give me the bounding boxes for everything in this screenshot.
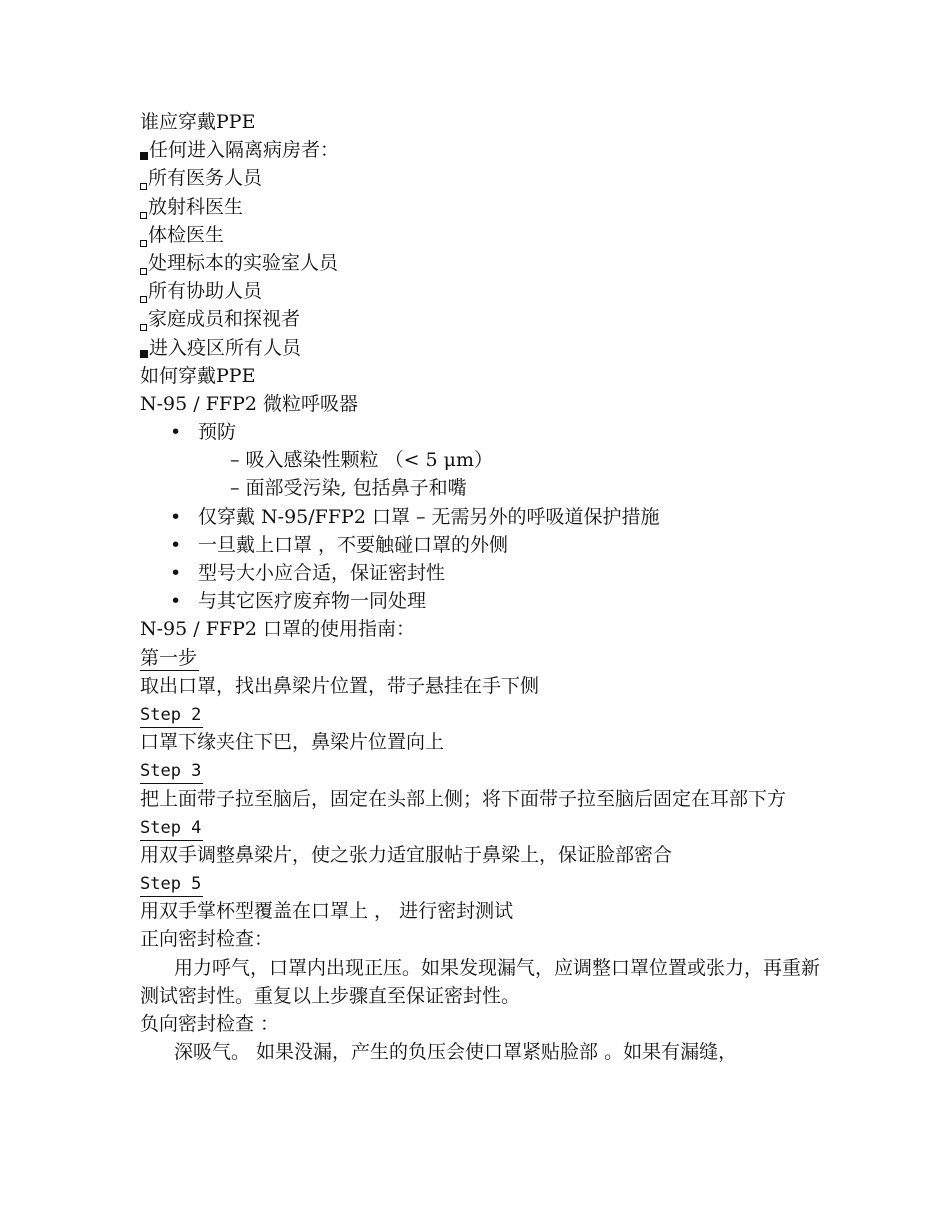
isolation-item — [140, 249, 820, 277]
isolation-header-row — [140, 136, 820, 164]
step-label: Step 3 — [140, 759, 203, 784]
step-text: 把上面带子拉至脑后，固定在头部上侧；将下面带子拉至脑后固定在耳部下方 — [140, 787, 787, 810]
who-title: 谁应穿戴PPE — [140, 111, 256, 133]
bullet-item — [140, 503, 820, 531]
step-text: 用双手掌杯型覆盖在口罩上 ， 进行密封测试 — [140, 900, 514, 923]
prevent-item: – 吸入感染性颗粒 （< 5 μm） — [230, 449, 494, 472]
isolation-item — [140, 221, 820, 249]
step-label-row — [140, 700, 820, 728]
prevent-row — [140, 418, 820, 446]
bullet-dot-icon: • — [170, 505, 182, 528]
bullet-item-label: 与其它医疗废弃物一同处理 — [198, 590, 427, 613]
epidemic-area: 进入疫区所有人员 — [149, 336, 302, 359]
isolation-item — [140, 164, 820, 192]
isolation-item-label: 处理标本的实验室人员 — [148, 251, 339, 274]
bullet-item — [140, 531, 820, 559]
respirator-title: N-95 / FFP2 微粒呼吸器 — [140, 392, 358, 415]
bullet-item — [140, 559, 820, 587]
isolation-item-label: 体检医生 — [148, 223, 225, 246]
isolation-item-label: 家庭成员和探视者 — [148, 308, 301, 331]
bullet-item — [140, 587, 820, 615]
bullet-item-label: 一旦戴上口罩 ，不要触碰口罩的外侧 — [198, 533, 509, 556]
bullet-dot-icon: • — [170, 421, 182, 444]
isolation-item-label: 放射科医生 — [148, 195, 244, 218]
step-label: Step 5 — [140, 872, 203, 897]
step-label-row — [140, 869, 820, 897]
hollow-square-bullet-icon — [140, 183, 147, 190]
isolation-item-label: 所有医务人员 — [148, 167, 263, 190]
hollow-square-bullet-icon — [140, 240, 147, 247]
step-label-row — [140, 813, 820, 841]
negative-seal-title: 负向密封检查 ： — [140, 1013, 280, 1036]
bullet-item-label: 仅穿戴 N-95/FFP2 口罩 – 无需另外的呼吸道保护措施 — [198, 505, 660, 528]
isolation-item-label: 所有协助人员 — [148, 280, 263, 303]
document-page — [140, 108, 820, 1066]
positive-seal-title: 正向密封检查： — [140, 928, 274, 951]
hollow-square-bullet-icon — [140, 268, 147, 275]
epidemic-area-row — [140, 334, 820, 362]
prevent-item: – 面部受污染, 包括鼻子和嘴 — [230, 477, 467, 500]
filled-square-bullet-icon — [140, 152, 148, 160]
hollow-square-bullet-icon — [140, 324, 147, 331]
hollow-square-bullet-icon — [140, 296, 147, 303]
bullet-item-label: 型号大小应合适，保证密封性 — [198, 562, 446, 584]
step-label-row — [140, 644, 820, 672]
step-label: Step 4 — [140, 816, 203, 841]
bullet-dot-icon: • — [170, 590, 182, 613]
bullet-dot-icon: • — [170, 562, 182, 584]
isolation-item — [140, 193, 820, 221]
isolation-item — [140, 305, 820, 333]
how-title: 如何穿戴PPE — [140, 364, 256, 387]
bullet-dot-icon: • — [170, 533, 182, 556]
step-text: 取出口罩，找出鼻梁片位置，带子悬挂在手下侧 — [140, 674, 540, 697]
isolation-item — [140, 277, 820, 305]
step-text: 用双手调整鼻梁片，使之张力适宜服帖于鼻梁上，保证脸部密合 — [140, 843, 673, 866]
step-label: 第一步 — [140, 646, 198, 669]
guide-title: N-95 / FFP2 口罩的使用指南： — [140, 618, 415, 641]
step-text: 口罩下缘夹住下巴，鼻梁片位置向上 — [140, 731, 445, 754]
filled-square-bullet-icon — [140, 350, 148, 358]
negative-seal-text: 深吸气。 如果没漏，产生的负压会使口罩紧贴脸部 。如果有漏缝， — [174, 1041, 738, 1064]
positive-seal-text: 用力呼气，口罩内出现正压。如果发现漏气，应调整口罩位置或张力，再重新测试密封性。重复以上步骤直至保证密封性。 — [140, 956, 821, 1007]
isolation-header: 任何进入隔离病房者： — [149, 139, 340, 162]
hollow-square-bullet-icon — [140, 212, 147, 219]
step-label: Step 2 — [140, 703, 203, 728]
prevent-label: 预防 — [198, 421, 237, 444]
step-label-row — [140, 756, 820, 784]
